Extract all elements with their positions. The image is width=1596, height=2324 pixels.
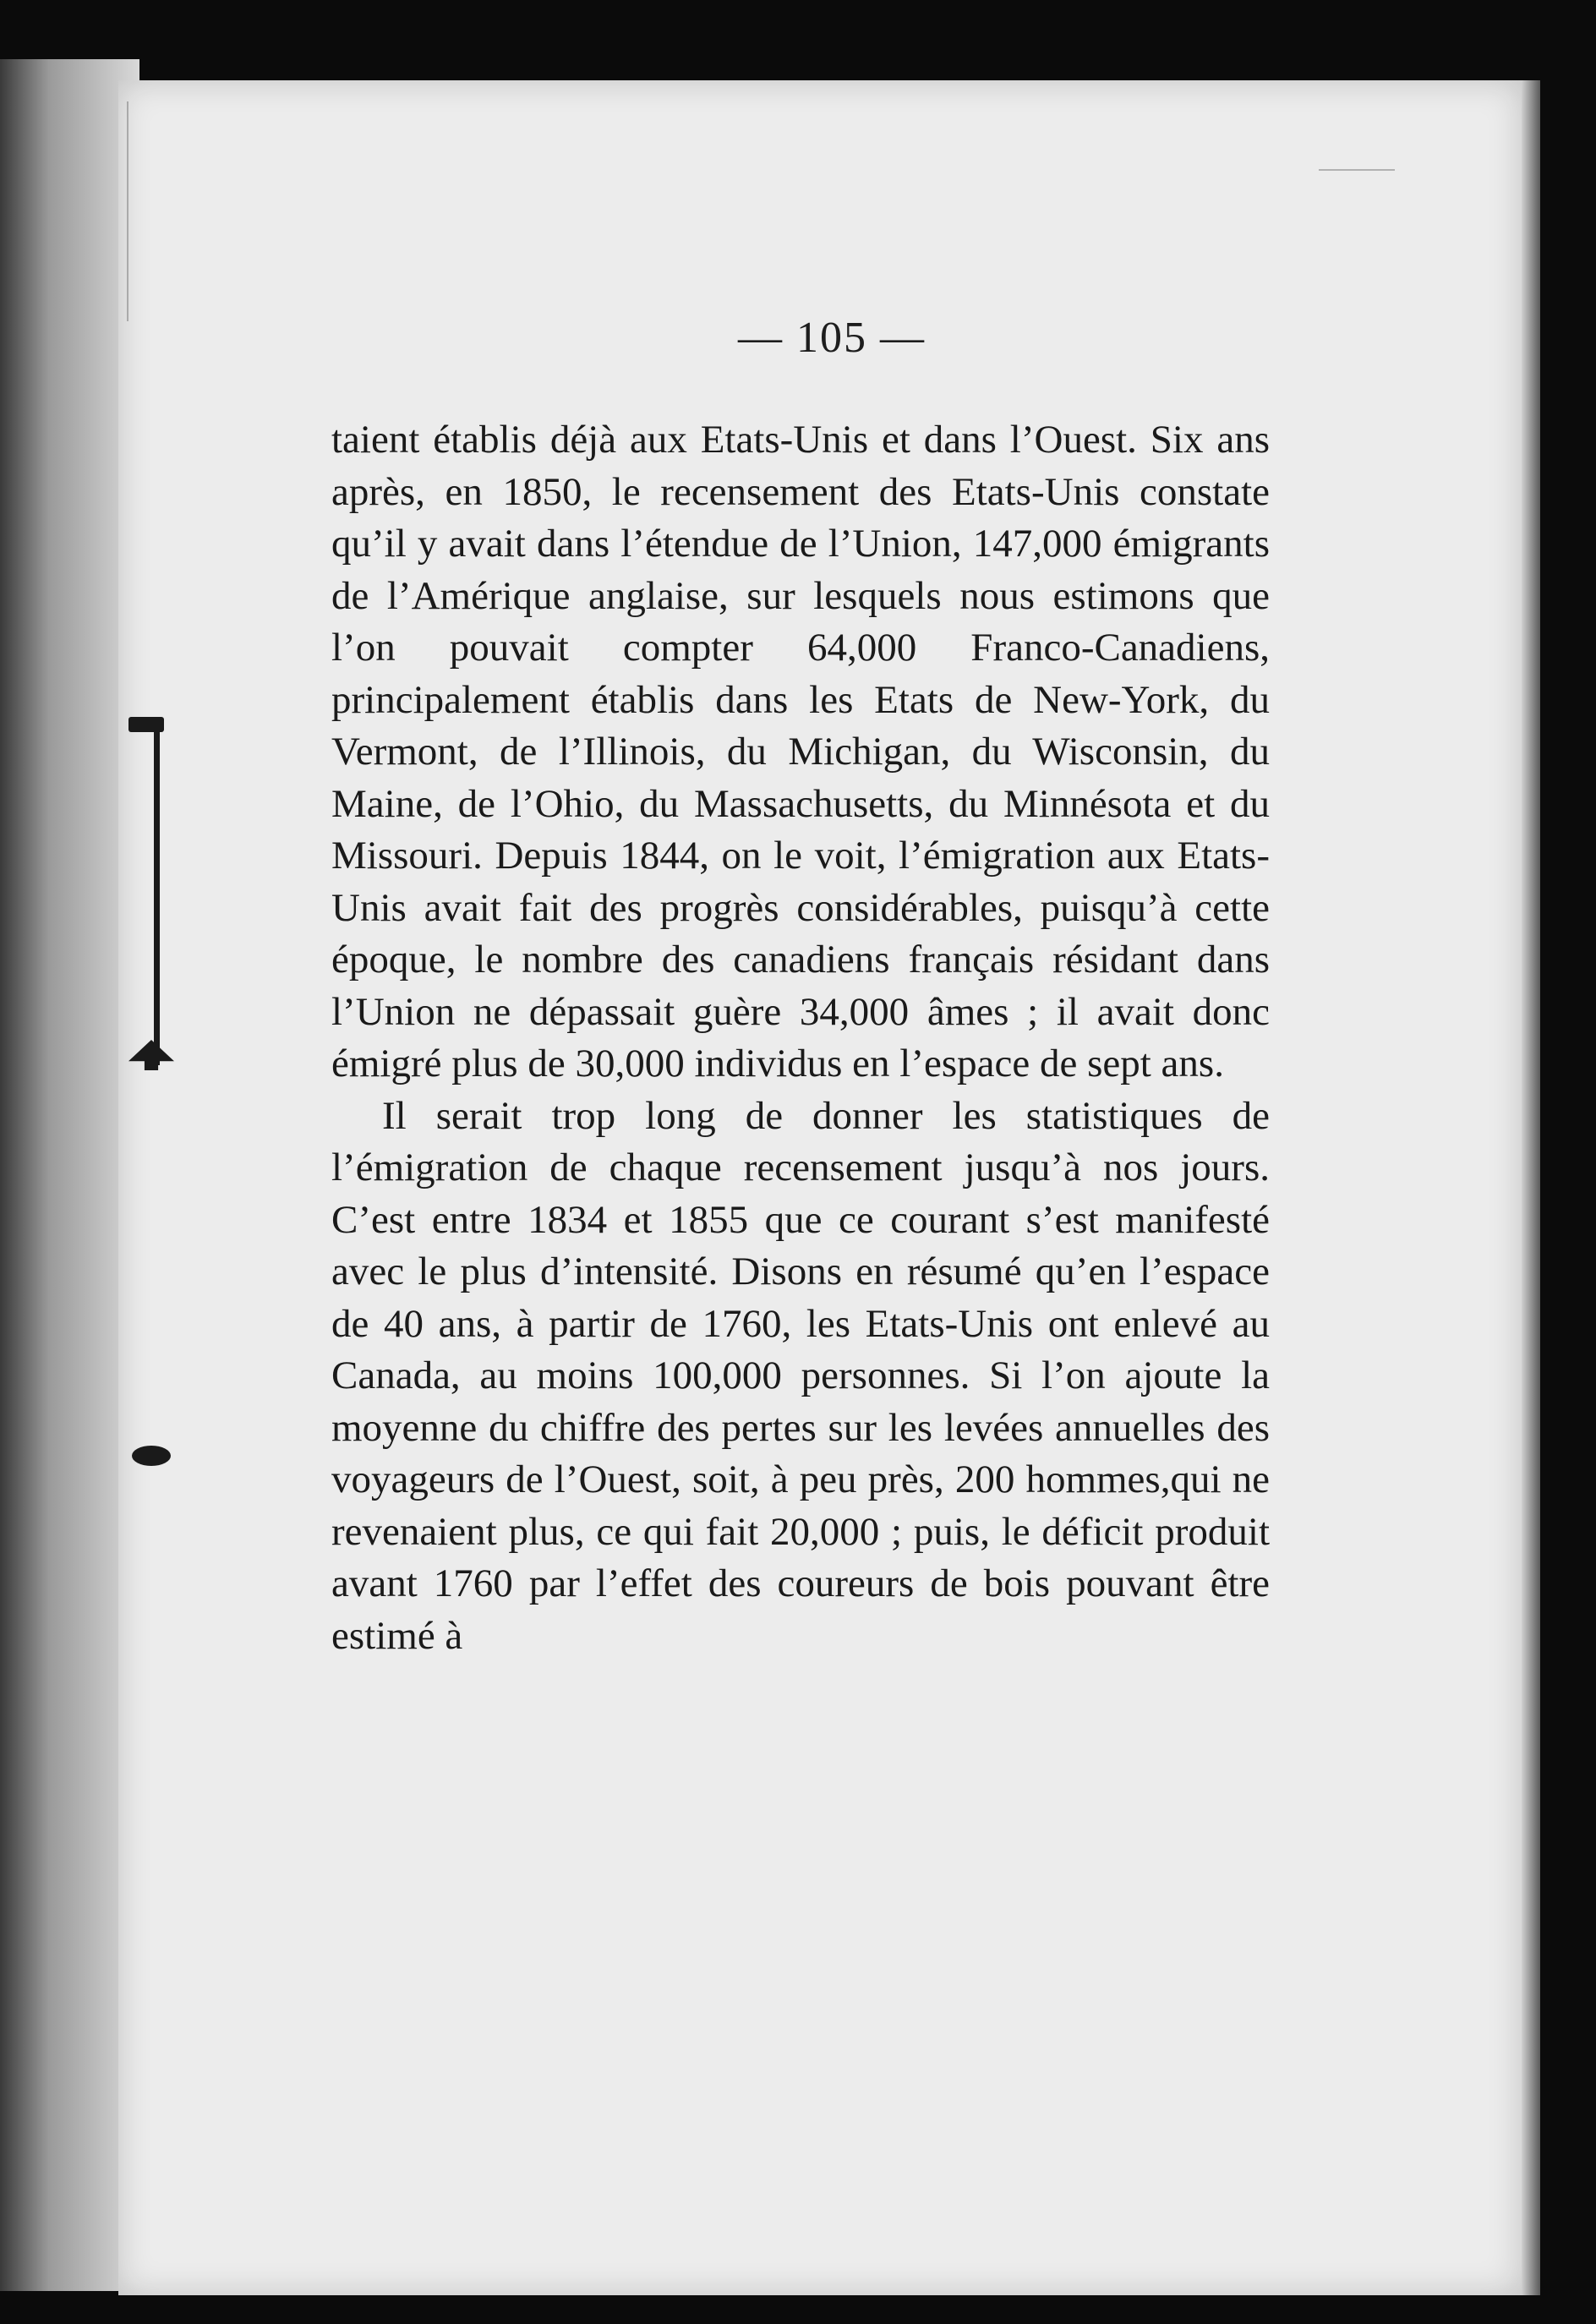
scan-scratch	[127, 101, 128, 321]
scan-scratch	[1319, 169, 1395, 171]
body-text	[331, 414, 1270, 1662]
page-number: — 105 —	[738, 314, 926, 362]
paragraph-1: taient établis déjà aux Etats-Unis et dans l’Ouest. Six ans après, en 1850, le recensement des Etats-Unis constate qu’il y avait dans l’étendue de l’Union, 147,000 émigrants de l’Amérique anglaise, sur lesquels nous estimons que l’on pouvait compter 64,000 Franco-Canadiens, principalement établis dans les Etats de New-York, du Vermont, de l’Illinois, du Michigan, du Wisconsin, du Maine, de l’Ohio, du Massachusetts, du Minnésota et du Missouri. Depuis 1844, on le voit, l’émigration aux Etats-Unis avait fait des progrès considérables, puisqu’à cette époque, le nombre des canadiens français résidant dans l’Union ne dépassait guère 34,000 âmes ; il avait donc émigré plus de 30,000 individus en l’espace de sept ans.	[331, 418, 1270, 1085]
page-edge	[1522, 80, 1540, 2295]
binding-mark-line	[154, 727, 160, 1065]
binding-mark-blob	[132, 1446, 171, 1466]
paragraph-2: Il serait trop long de donner les statistiques de l’émigration de chaque recensement jusqu’à nos jours. C’est entre 1834 et 1855 que ce courant s’est manifesté avec le plus d’intensité. Disons en résumé qu’en l’espace de 40 ans, à partir de 1760, les Etats-Unis ont enlevé au Canada, au moins 100,000 personnes. Si l’on ajoute la moyenne du chiffre des pertes sur les levées annuelles des voyageurs de l’Ouest, soit, à peu près, 200 hommes,qui ne revenaient plus, ce qui fait 20,000 ; puis, le déficit produit avant 1760 par l’effet des coureurs de bois pouvant être estimé à	[331, 1093, 1270, 1658]
